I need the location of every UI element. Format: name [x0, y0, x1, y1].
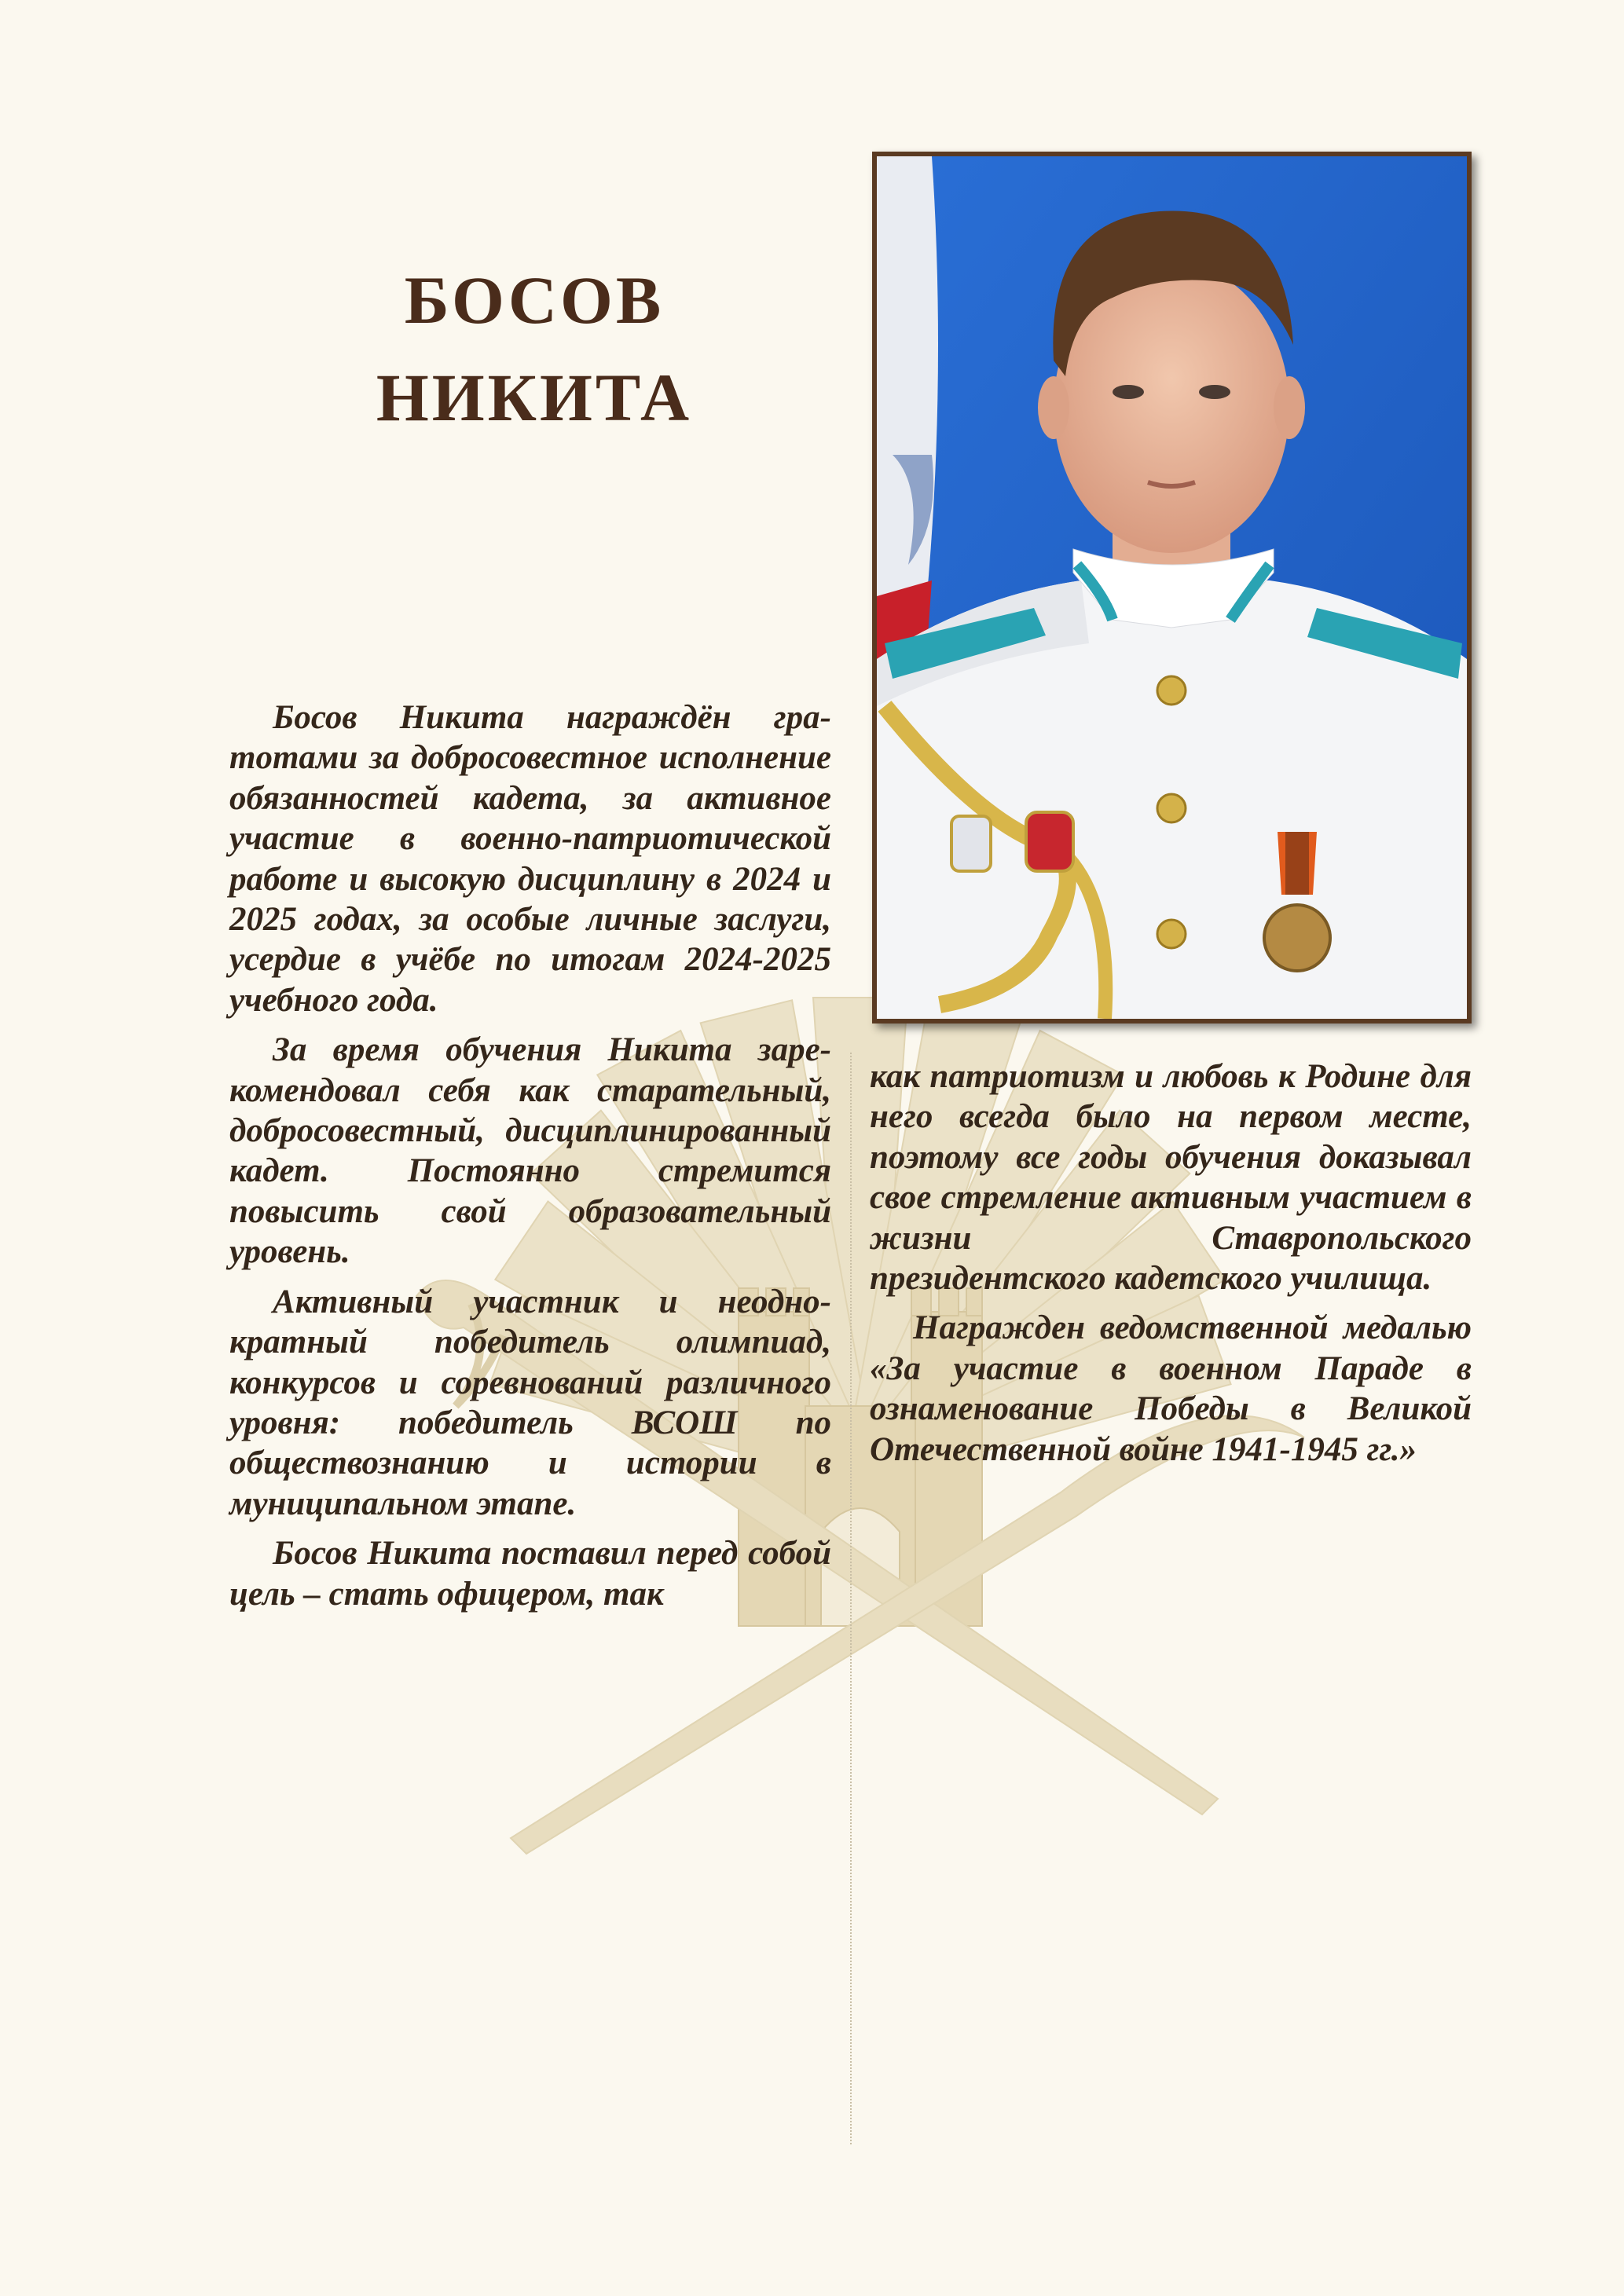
paragraph-goal-continued: как патриотизм и любовь к Родине для него всегда было на первом месте, поэтому все годы обучения доказывал свое стремление активным участием в жизни Ставропольского президентского кадетского училища.	[870, 1058, 1472, 1298]
paragraph-awards: Босов Никита награждён граmотами за добросовестное исполнение обязанностей кадета, за активное участие в военно-патриотической работе и высокую дисциплину в 2024 и 2025 годах, за особые личные заслуги, усердие в учёбе по итогам 2024-2025 учебного года.	[229, 699, 831, 1019]
paragraph-goal: Босов Никита поставил перед собой цель – стать офицером, так	[229, 1535, 831, 1613]
page-title	[322, 251, 746, 446]
portrait-photo	[872, 152, 1472, 1023]
title-surname: БОСОВ	[404, 262, 665, 338]
paragraph-olympiads: Активный участник и неоднократный победитель олимпиад, конкурсов и соревнований различного уровня: победитель ВСОШ по обществознанию и истории в муниципальном этапе.	[229, 1283, 831, 1522]
paragraph-study: За время обучения Никита зарекомендовал себя как старательный, добросовестный, дисциплинированный кадет. Постоянно стремится повысить свой образовательный уровень.	[229, 1031, 831, 1271]
column-divider	[850, 1053, 852, 2144]
text-column-right	[870, 1056, 1472, 1479]
title-name: НИКИТА	[376, 360, 693, 435]
text-column-left	[229, 698, 831, 1624]
paragraph-medal: Награжден ведомственной медалью «За участие в военном Параде в ознаменование Победы в Великой Отечественной войне 1941-1945 гг.»	[870, 1309, 1472, 1468]
